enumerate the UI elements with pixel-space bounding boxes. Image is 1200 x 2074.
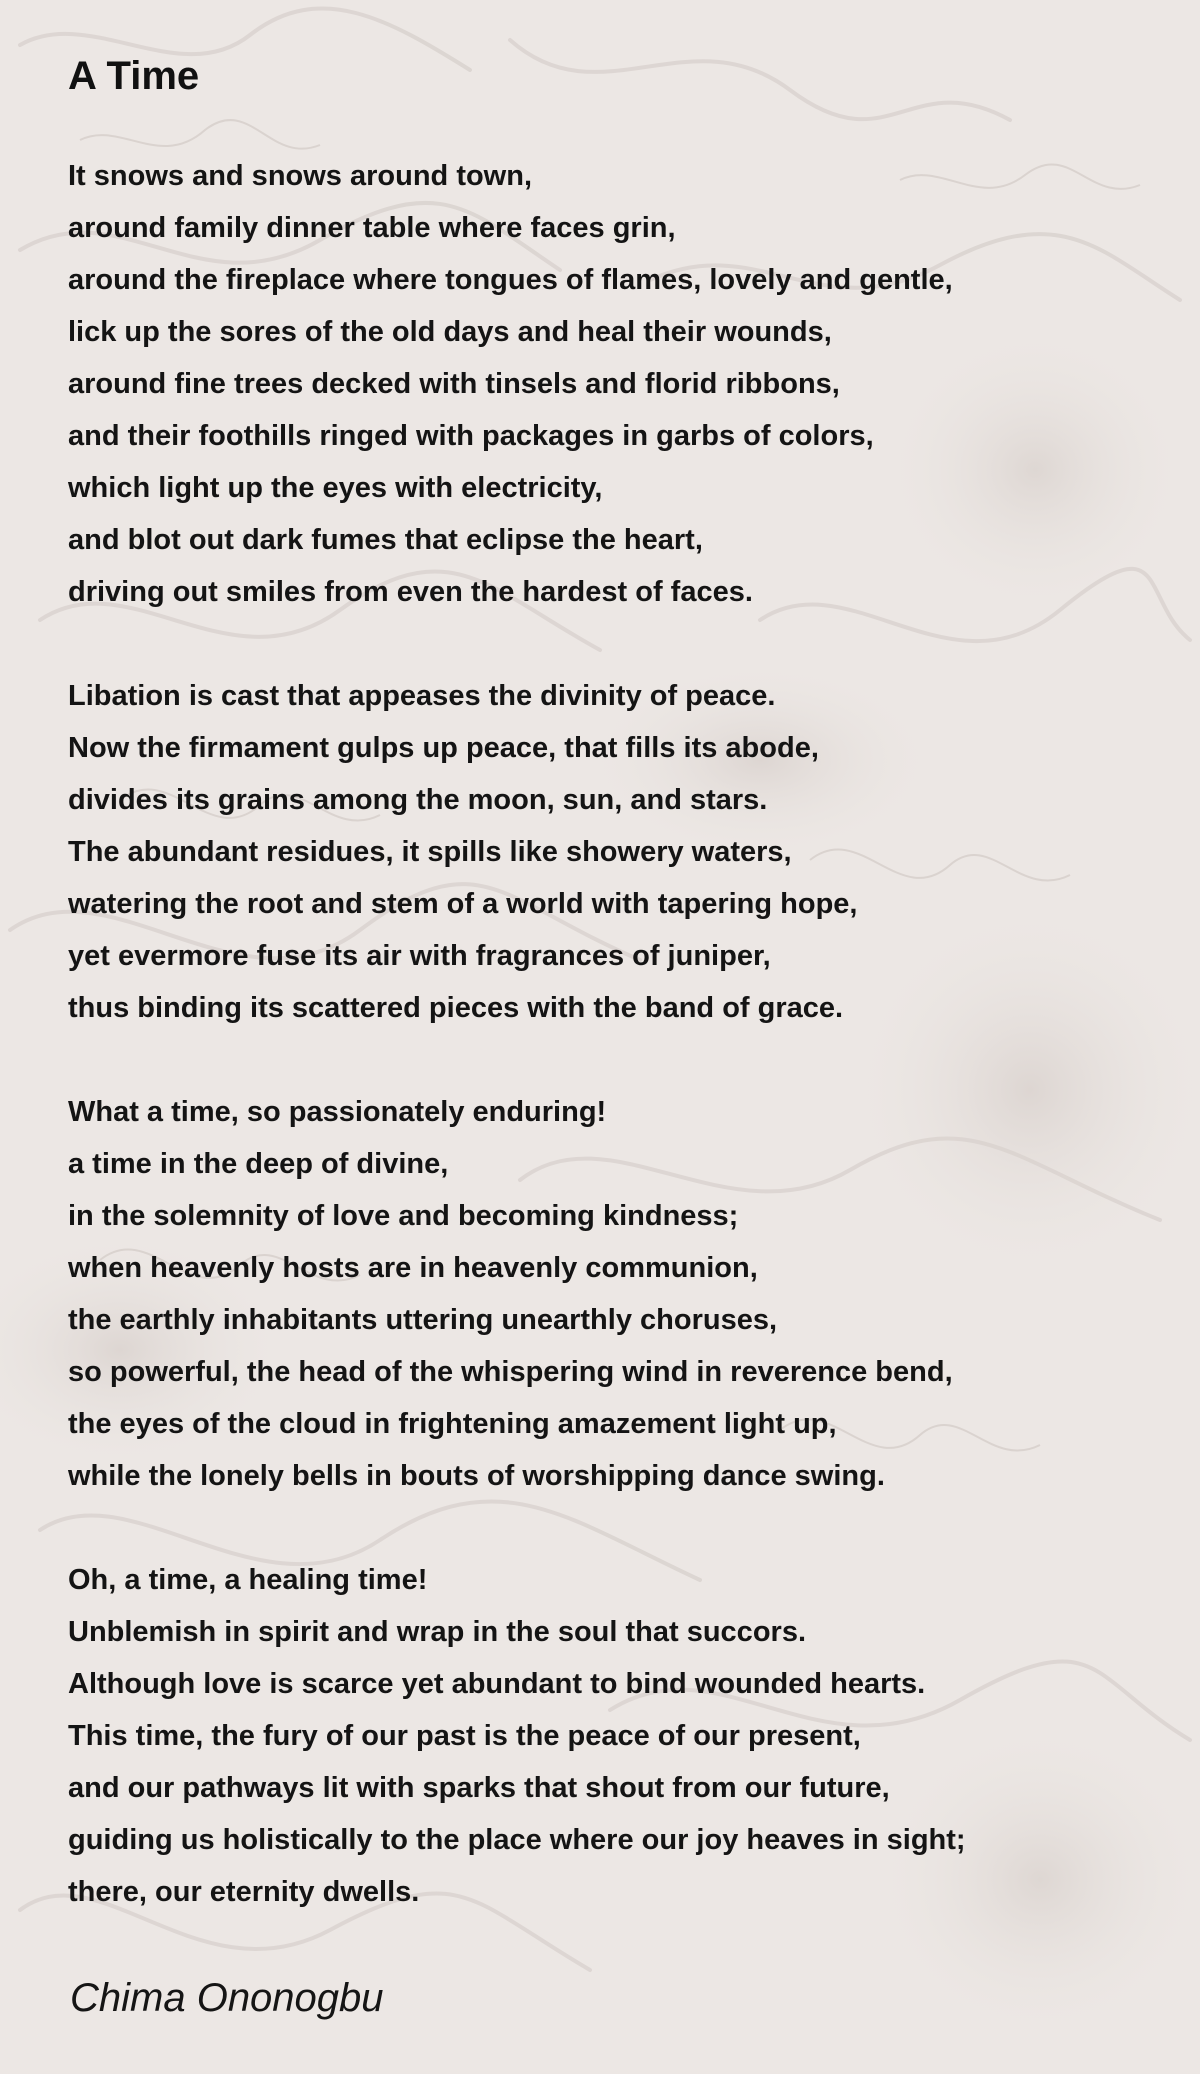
poem-line: around fine trees decked with tinsels and florid ribbons,: [68, 368, 840, 400]
poem-line: guiding us holistically to the place where our joy heaves in sight;: [68, 1824, 966, 1856]
poem-line: while the lonely bells in bouts of worshipping dance swing.: [68, 1460, 885, 1492]
poem-line: the eyes of the cloud in frightening amazement light up,: [68, 1408, 837, 1440]
stanza-1: [68, 150, 1178, 618]
poem-line: This time, the fury of our past is the peace of our present,: [68, 1720, 861, 1752]
poem-title: A Time: [68, 54, 200, 98]
poem-line: and their foothills ringed with packages in garbs of colors,: [68, 420, 874, 452]
stanza-2: [68, 670, 1178, 1034]
stanza-4: [68, 1554, 1178, 1918]
poem-line: divides its grains among the moon, sun, and stars.: [68, 784, 768, 816]
poem-line: watering the root and stem of a world with tapering hope,: [68, 888, 858, 920]
poem-line: The abundant residues, it spills like showery waters,: [68, 836, 792, 868]
poem-line: around the fireplace where tongues of flames, lovely and gentle,: [68, 264, 953, 296]
poem-line: yet evermore fuse its air with fragrances of juniper,: [68, 940, 771, 972]
poem-line: so powerful, the head of the whispering wind in reverence bend,: [68, 1356, 953, 1388]
poem-line: in the solemnity of love and becoming kindness;: [68, 1200, 739, 1232]
stanza-3: [68, 1086, 1178, 1502]
poem-line: a time in the deep of divine,: [68, 1148, 449, 1180]
poem-line: and our pathways lit with sparks that shout from our future,: [68, 1772, 890, 1804]
poem-line: Libation is cast that appeases the divinity of peace.: [68, 680, 776, 712]
poem-line: when heavenly hosts are in heavenly communion,: [68, 1252, 758, 1284]
poem-line: the earthly inhabitants uttering unearthly choruses,: [68, 1304, 778, 1336]
poem-line: It snows and snows around town,: [68, 160, 533, 192]
poem-body: [68, 150, 1178, 1970]
poem-line: there, our eternity dwells.: [68, 1876, 420, 1908]
poem-line: and blot out dark fumes that eclipse the heart,: [68, 524, 703, 556]
poem-line: Now the firmament gulps up peace, that fills its abode,: [68, 732, 819, 764]
poem-line: Oh, a time, a healing time!: [68, 1564, 428, 1596]
poem-line: which light up the eyes with electricity,: [68, 472, 603, 504]
poem-line: Although love is scarce yet abundant to bind wounded hearts.: [68, 1668, 926, 1700]
poem-line: around family dinner table where faces grin,: [68, 212, 676, 244]
poem-line: Unblemish in spirit and wrap in the soul that succors.: [68, 1616, 806, 1648]
poem-line: driving out smiles from even the hardest of faces.: [68, 576, 753, 608]
poem-author: Chima Ononogbu: [70, 1976, 384, 2020]
poem-line: What a time, so passionately enduring!: [68, 1096, 607, 1128]
poem-line: thus binding its scattered pieces with the band of grace.: [68, 992, 844, 1024]
poem-line: lick up the sores of the old days and heal their wounds,: [68, 316, 832, 348]
